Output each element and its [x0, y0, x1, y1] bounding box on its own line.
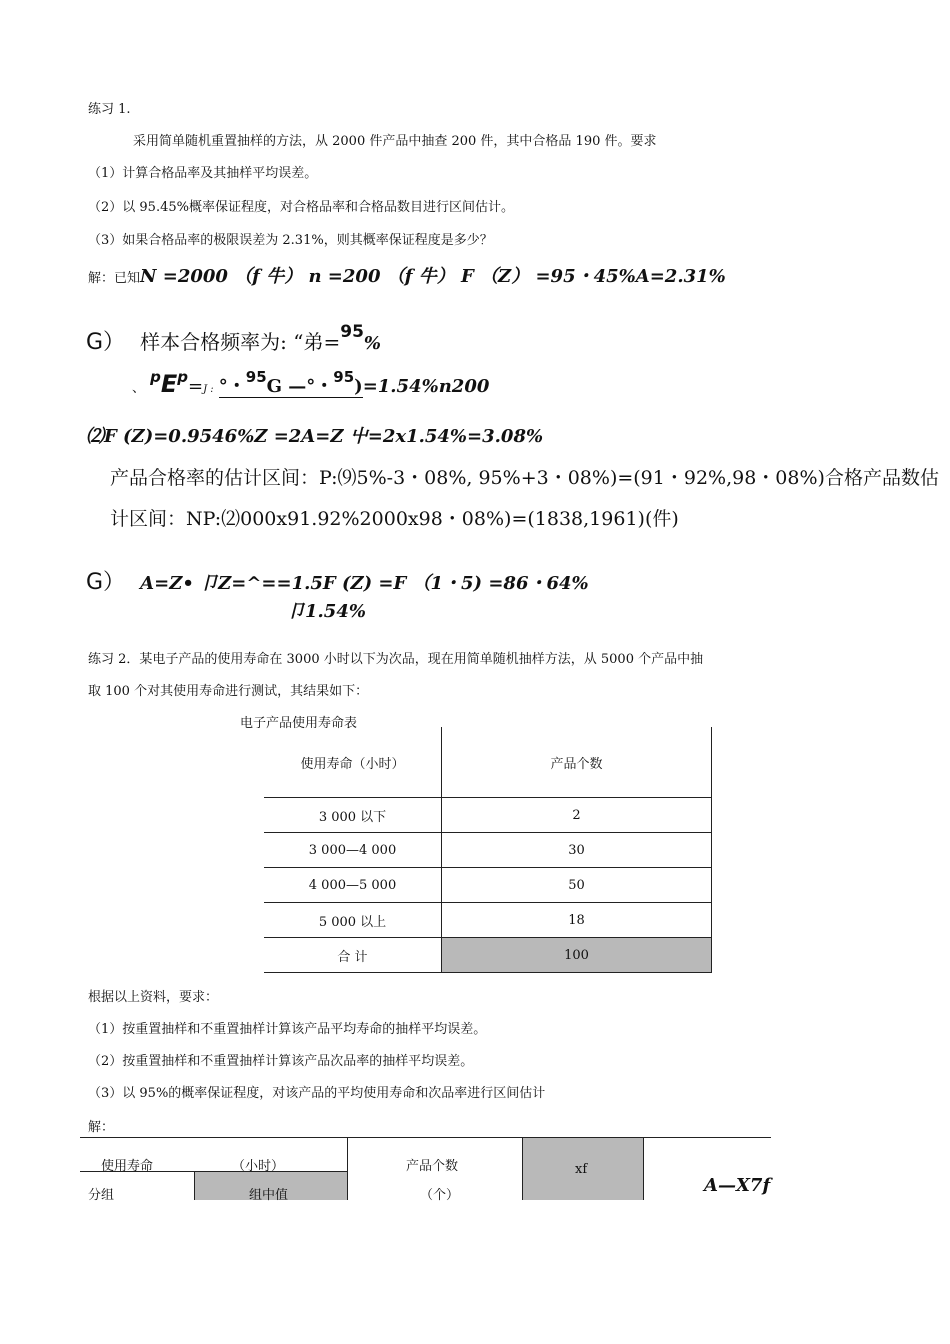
table-cell-count: 50: [442, 868, 712, 903]
table-cell-count: 18: [442, 903, 712, 938]
table-cell-count: 30: [442, 833, 712, 868]
exercise-2-line-1: 练习 2．某电子产品的使用寿命在 3000 小时以下为次品，现在用简单随机抽样方法，从 5000 个产品中抽: [88, 652, 704, 667]
part-2-interval-count: 计区间：NP:⑵000x91.92%2000x98・08%)=(1838,1961)(件): [110, 508, 679, 530]
exercise-1-intro: 采用简单随机重置抽样的方法，从 2000 件产品中抽查 200 件，其中合格品 190 件。要求: [133, 134, 657, 149]
formula-E: E: [160, 370, 178, 398]
formula-p: p: [150, 368, 161, 386]
part-2-formula: ⑵F (Z)=0.9546%Z =2A=Z 屮=2x1.54%=3.08%: [86, 426, 544, 447]
exercise-1-title: 练习 1.: [88, 102, 131, 117]
grouped-header-hours: （小时）: [232, 1159, 285, 1174]
exercise-1-q1: （1）计算合格品率及其抽样平均误差。: [88, 166, 318, 181]
table-header-count: 产品个数: [442, 727, 712, 798]
part-3-marker: G）: [86, 570, 126, 595]
table-total-row: [264, 938, 712, 973]
part-3-text: A=Z• 卩Z=^==1.5F (Z) =F （1・5) =86・64%: [140, 573, 589, 594]
formula-j: J :: [203, 384, 214, 395]
exercise-2-line-2: 取 100 个对其使用寿命进行测试，其结果如下：: [88, 684, 369, 699]
table-cell-range: 4 000—5 000: [264, 868, 442, 903]
part-3-formula: [86, 565, 589, 596]
grouped-header-xf: xf: [575, 1162, 588, 1177]
formula-numerator: °・95G —°・95): [218, 368, 363, 397]
lifetime-table: [264, 727, 712, 973]
part-1-text: 样本合格频率为: “弟=: [140, 330, 341, 354]
formula-eq: =: [188, 376, 204, 397]
solution-2-label: 解：: [88, 1120, 115, 1135]
table-header-life: 使用寿命（小时）: [264, 727, 442, 798]
solution-given-values: N =2000 （f 牛） n =200 （f 牛） F （Z） =95・45%A=2.31%: [140, 266, 726, 287]
requirement-1: （1）按重置抽样和不重置抽样计算该产品平均寿命的抽样平均误差。: [88, 1022, 487, 1037]
solution-given: [88, 262, 726, 288]
table-caption: 电子产品使用寿命表: [240, 716, 358, 731]
part-1-sample-rate: [86, 322, 382, 356]
part-1-sup: 95: [340, 322, 364, 342]
standard-error-formula: [132, 370, 489, 398]
formula-p-sub: p: [177, 368, 189, 386]
grouped-header-count: 产品个数: [406, 1159, 459, 1174]
table-cell-count: 2: [442, 798, 712, 833]
grouped-header-life: 使用寿命: [101, 1159, 154, 1174]
grouped-header-unit: （个）: [420, 1188, 460, 1203]
table-header-row: [264, 727, 712, 798]
table-cell-total-label: 合 计: [264, 938, 442, 973]
part-3-denominator: 卩1.54%: [287, 601, 366, 622]
table-cell-range: 5 000 以上: [264, 903, 442, 938]
solution-prefix: 解：已知: [88, 271, 141, 286]
requirement-3: （3）以 95%的概率保证程度，对该产品的平均使用寿命和次品率进行区间估计: [88, 1086, 546, 1101]
grouped-header-group: 分组: [88, 1188, 115, 1203]
table-cell-total-count: 100: [442, 938, 712, 973]
part-1-pct: %: [363, 333, 382, 354]
table-cell-range: 3 000 以下: [264, 798, 442, 833]
table-row: [264, 868, 712, 903]
part-1-marker: G）: [86, 330, 126, 355]
part-2-interval-rate: 产品合格率的估计区间：P:⑼5%-3・08%, 95%+3・08%)=(91・92%,98・08%)合格产品数估: [110, 467, 939, 489]
requirements-heading: 根据以上资料，要求：: [88, 990, 219, 1005]
grouped-header-formula: A—X7f: [704, 1175, 771, 1196]
exercise-1-q3: （3）如果合格品率的极限误差为 2.31%，则其概率保证程度是多少？: [88, 233, 493, 248]
requirement-2: （2）按重置抽样和不重置抽样计算该产品次品率的抽样平均误差。: [88, 1054, 474, 1069]
table-row: [264, 798, 712, 833]
exercise-1-q2: （2）以 95.45%概率保证程度，对合格品率和合格品数目进行区间估计。: [88, 200, 514, 215]
formula-result: =1.54%n200: [362, 376, 490, 397]
table-cell-range: 3 000—4 000: [264, 833, 442, 868]
table-row: [264, 833, 712, 868]
table-row: [264, 903, 712, 938]
formula-prefix: 、: [132, 381, 146, 396]
grouped-header-midpoint: 组中值: [249, 1188, 289, 1203]
